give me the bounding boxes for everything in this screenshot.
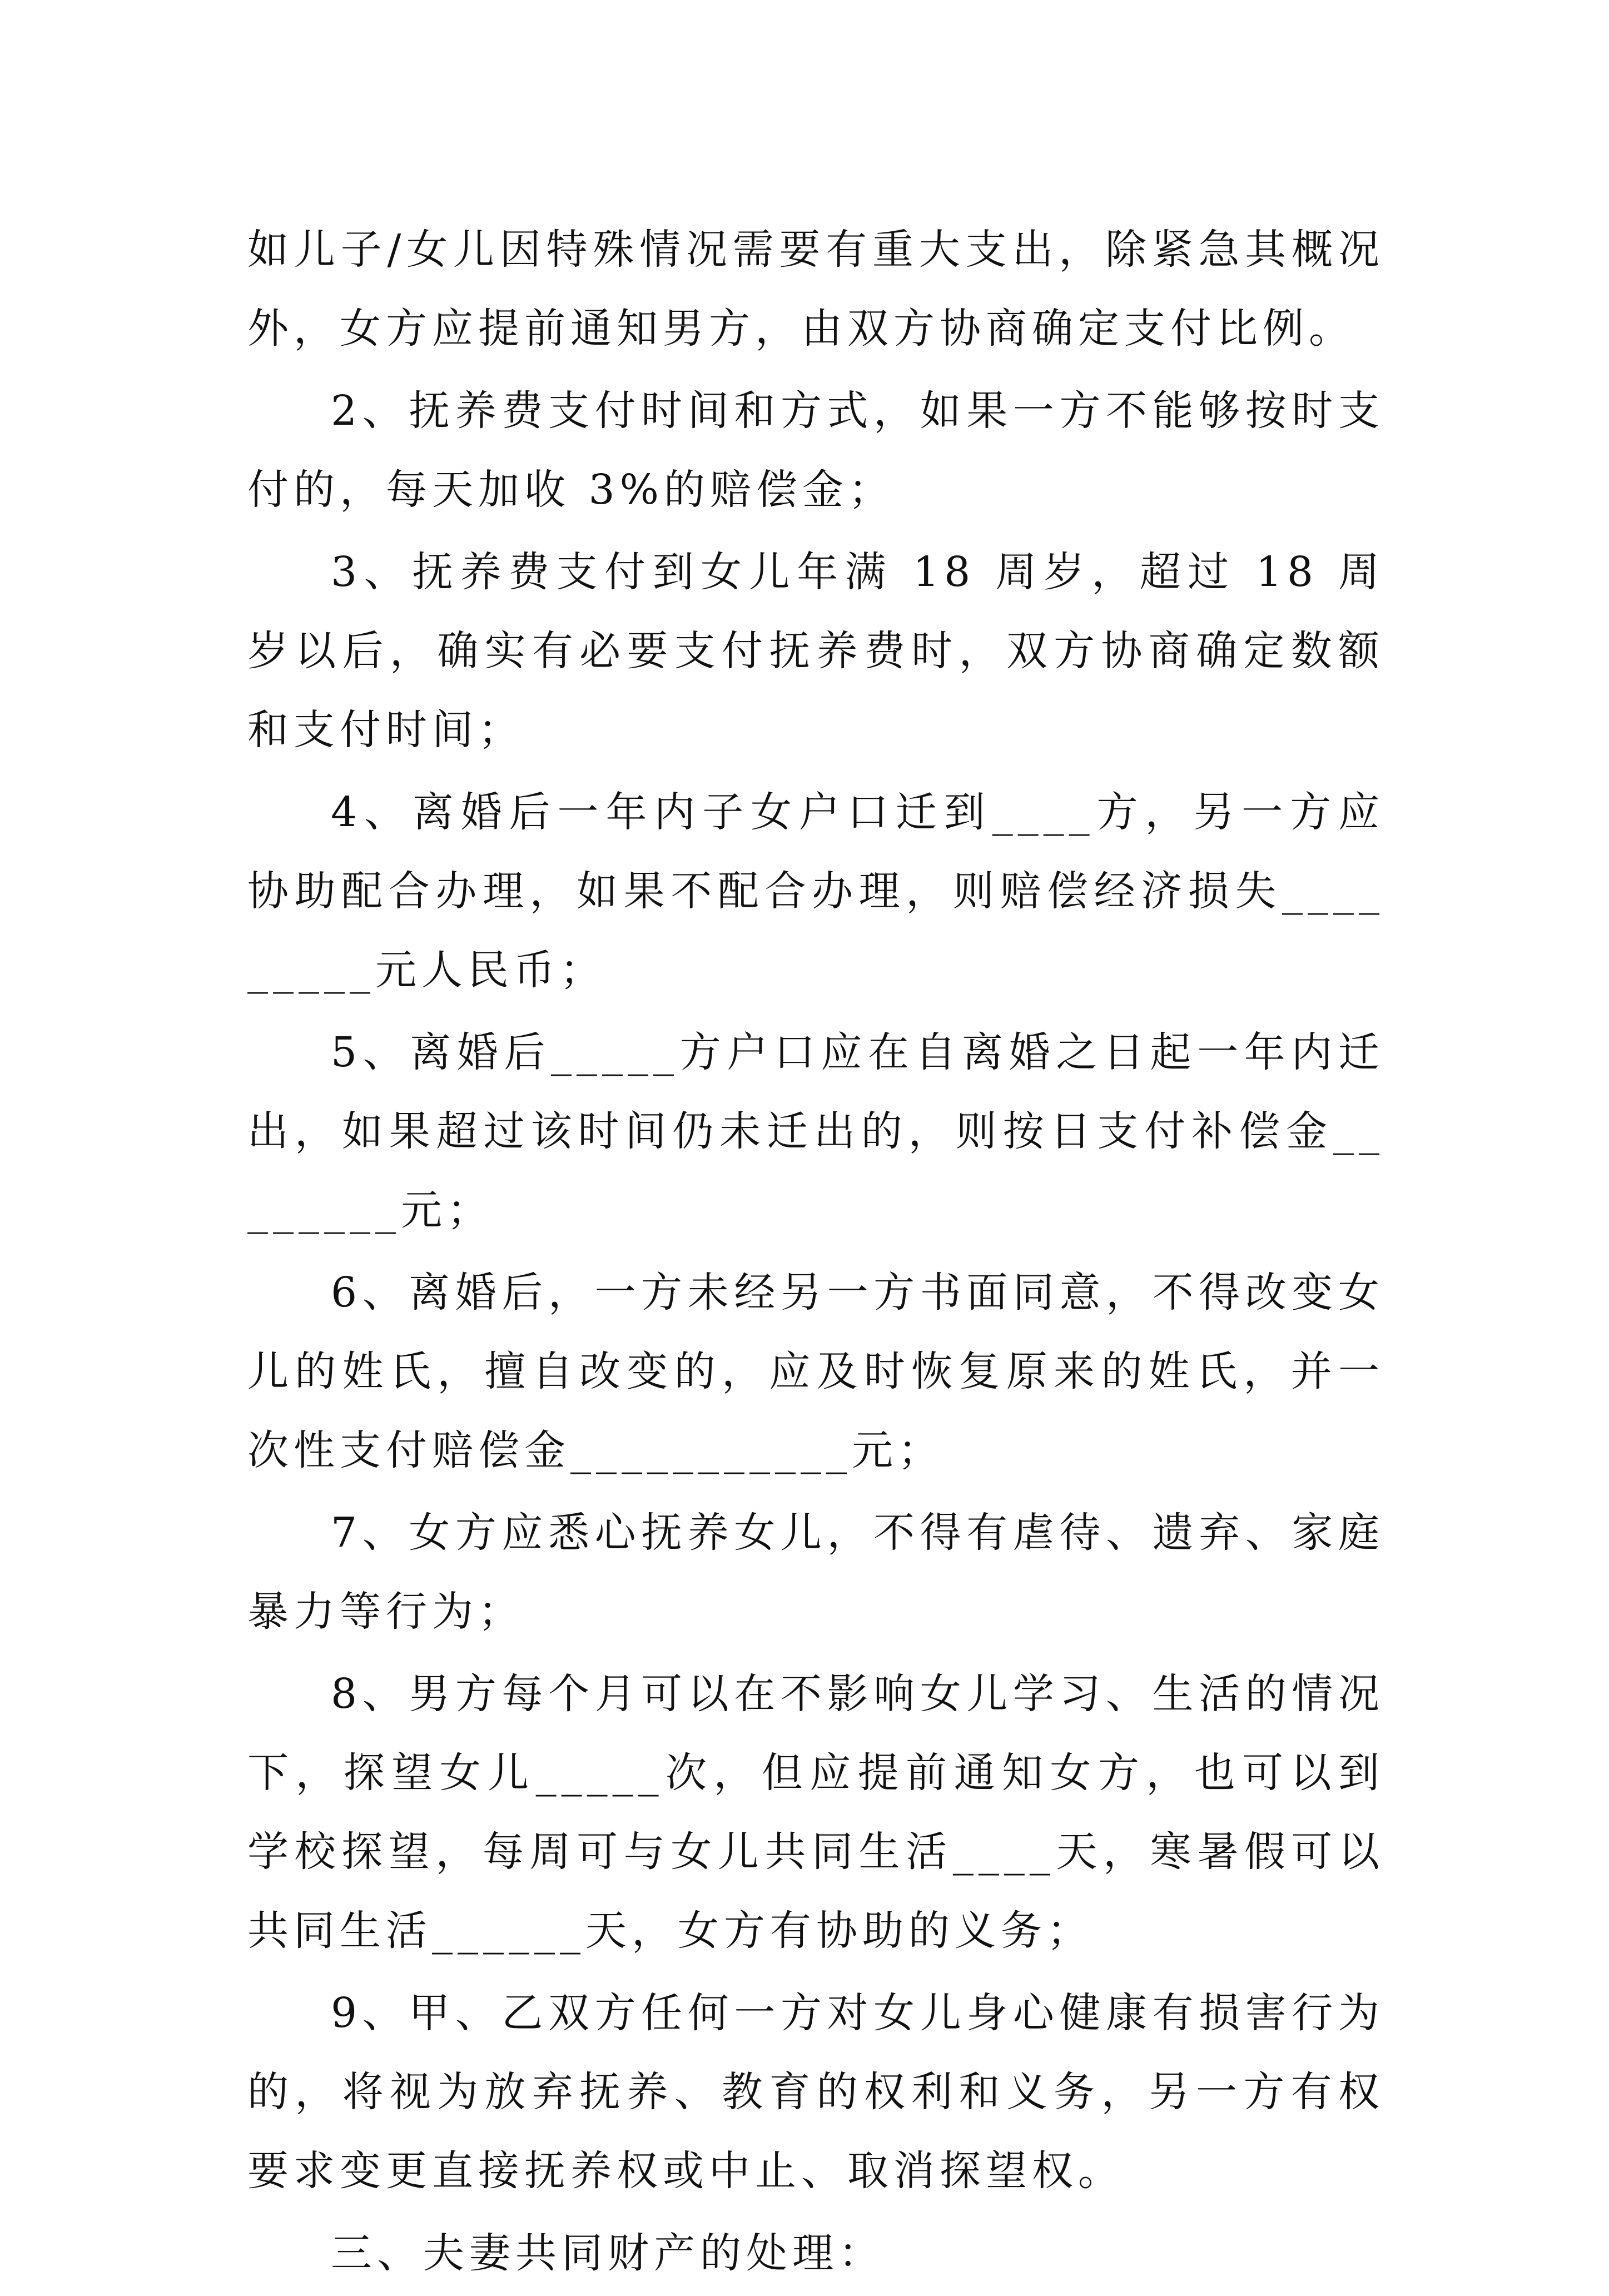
paragraph-clause-4: 4、离婚后一年内子女户口迁到____方，另一方应协助配合办理，如果不配合办理，则赔偿经济损失_________元人民币； <box>247 788 1384 994</box>
paragraph-clause-8: 8、男方每个月可以在不影响女儿学习、生活的情况下，探望女儿_____次，但应提前通知女方，也可以到学校探望，每周可与女儿共同生活____天，寒暑假可以共同生活______天，女方有协助的义务； <box>247 1670 1384 1955</box>
paragraph-clause-5: 5、离婚后_____方户口应在自离婚之日起一年内迁出，如果超过该时间仍未迁出的，则按日支付补偿金________元； <box>247 1028 1384 1234</box>
paragraph-clause-2: 2、抚养费支付时间和方式，如果一方不能够按时支付的，每天加收 3%的赔偿金； <box>247 387 1384 514</box>
paragraph-clause-6: 6、离婚后，一方未经另一方书面同意，不得改变女儿的姓氏，擅自改变的，应及时恢复原来的姓氏，并一次性支付赔偿金___________元； <box>247 1269 1384 1474</box>
paragraph-clause-9: 9、甲、乙双方任何一方对女儿身心健康有损害行为的，将视为放弃抚养、教育的权利和义务，另一方有权要求变更直接抚养权或中止、取消探望权。 <box>247 1989 1384 2195</box>
paragraph-support-expenses: 如儿子/女儿因特殊情况需要有重大支出，除紧急其概况外，女方应提前通知男方，由双方协商确定支付比例。 <box>247 226 1384 352</box>
section-heading-property: 三、夫妻共同财产的处理： <box>331 2229 885 2277</box>
document-body <box>247 210 1384 2296</box>
paragraph-clause-7: 7、女方应悉心抚养女儿，不得有虐待、遗弃、家庭暴力等行为； <box>247 1509 1384 1636</box>
paragraph-clause-3: 3、抚养费支付到女儿年满 18 周岁，超过 18 周岁以后，确实有必要支付抚养费时，双方协商确定数额和支付时间； <box>247 548 1384 754</box>
